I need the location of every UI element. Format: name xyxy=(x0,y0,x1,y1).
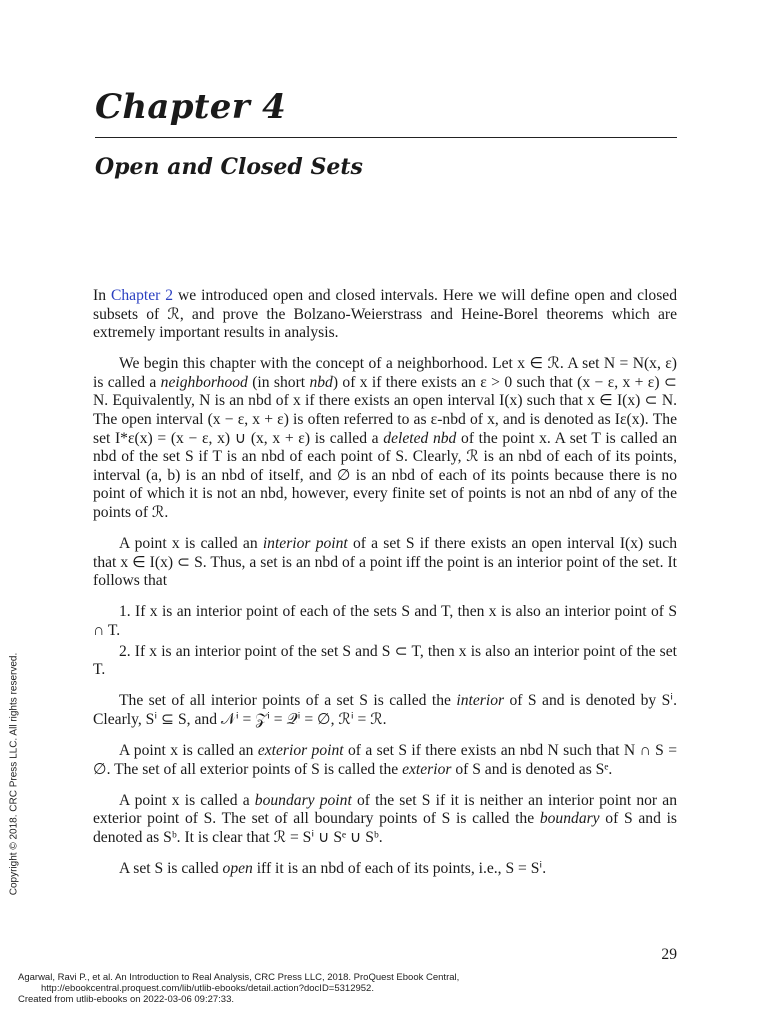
chapter-2-link[interactable]: Chapter 2 xyxy=(110,287,174,304)
interior-paragraph: The set of all interior points of a set S is called the interior of S and is denoted by Sⁱ. Clearly, Sⁱ ⊆ S, and 𝒩ⁱ = 𝒵ⁱ = 𝒬ⁱ = ∅, ℛⁱ = ℛ. xyxy=(93,692,677,728)
title-rule xyxy=(95,137,677,138)
neighborhood-paragraph: We begin this chapter with the concept of a neighborhood. Let x ∈ ℛ. A set N = N(x, ε) is called a neighborhood (in short nbd) of x if there exists an ε > 0 such that (x − ε, x + ε) ⊂ N. Equivalently, N is an nbd of x if there exists an open interval I(x) such that x ∈ I(x) ⊂ N. The open interval (x − ε, x + ε) is often referred to as ε-nbd of x, and is denoted as Iε(x). The set I*ε(x) = (x − ε, x) ∪ (x, x + ε) is called a deleted nbd of the point x. A set T is called an nbd of the set S if T is an nbd of each point of S. Clearly, ℛ is an nbd of each of its points, interval (a, b) is an nbd of itself, and ∅ is an nbd of each of its points because there is no point of which it is not an nbd, however, every finite set of points is not an nbd of any of the points of ℛ. xyxy=(93,355,678,522)
side-copyright-text: Copyright © 2018. CRC Press LLC. All rights reserved. xyxy=(8,652,20,896)
exterior-paragraph: A point x is called an exterior point of a set S if there exists an nbd N such that N ∩ S = ∅. The set of all exterior points of S is called the exterior of S and is denoted as Sᵉ. xyxy=(93,741,677,778)
chapter-title: Chapter 4 xyxy=(95,87,287,127)
open-set-paragraph: A set S is called open iff it is an nbd of each of its points, i.e., S = Sⁱ. xyxy=(119,859,547,877)
interior-point-paragraph: A point x is called an interior point of a set S if there exists an open interval I(x) such that x ∈ I(x) ⊂ S. Thus, a set is an nbd of a point iff the point is an interior point of the set. It follows that xyxy=(93,535,677,590)
footer-line-3: Created from utlib-ebooks on 2022-03-06 09:27:33. xyxy=(18,994,234,1005)
boundary-paragraph: A point x is called a boundary point of the set S if it is neither an interior point nor an exterior point of S. The set of all boundary points of S is called the boundary of S and is denoted as Sᵇ. It is clear that ℛ = Sⁱ ∪ Sᵉ ∪ Sᵇ. xyxy=(93,791,677,846)
list-item-2: 2. If x is an interior point of the set S and S ⊂ T, then x is also an interior point of the set T. xyxy=(93,642,677,679)
body-text xyxy=(93,287,677,891)
side-copyright xyxy=(8,652,20,896)
intro-paragraph: In Chapter 2 we introduced open and closed intervals. Here we will define open and closed subsets of ℛ, and prove the Bolzano-Weierstrass and Heine-Borel theorems which are extremely important results in analysis. xyxy=(93,287,678,342)
list-item-1: 1. If x is an interior point of each of the sets S and T, then x is also an interior point of S ∩ T. xyxy=(93,603,677,639)
section-title: Open and Closed Sets xyxy=(95,154,363,180)
footer-citation xyxy=(18,972,758,1005)
footer-line-1: Agarwal, Ravi P., et al. An Introduction to Real Analysis, CRC Press LLC, 2018. ProQuest Ebook Central, xyxy=(18,972,460,983)
footer-line-2[interactable]: http://ebookcentral.proquest.com/lib/utlib-ebooks/detail.action?docID=5312952. xyxy=(41,983,374,994)
page-number: 29 xyxy=(661,946,677,963)
